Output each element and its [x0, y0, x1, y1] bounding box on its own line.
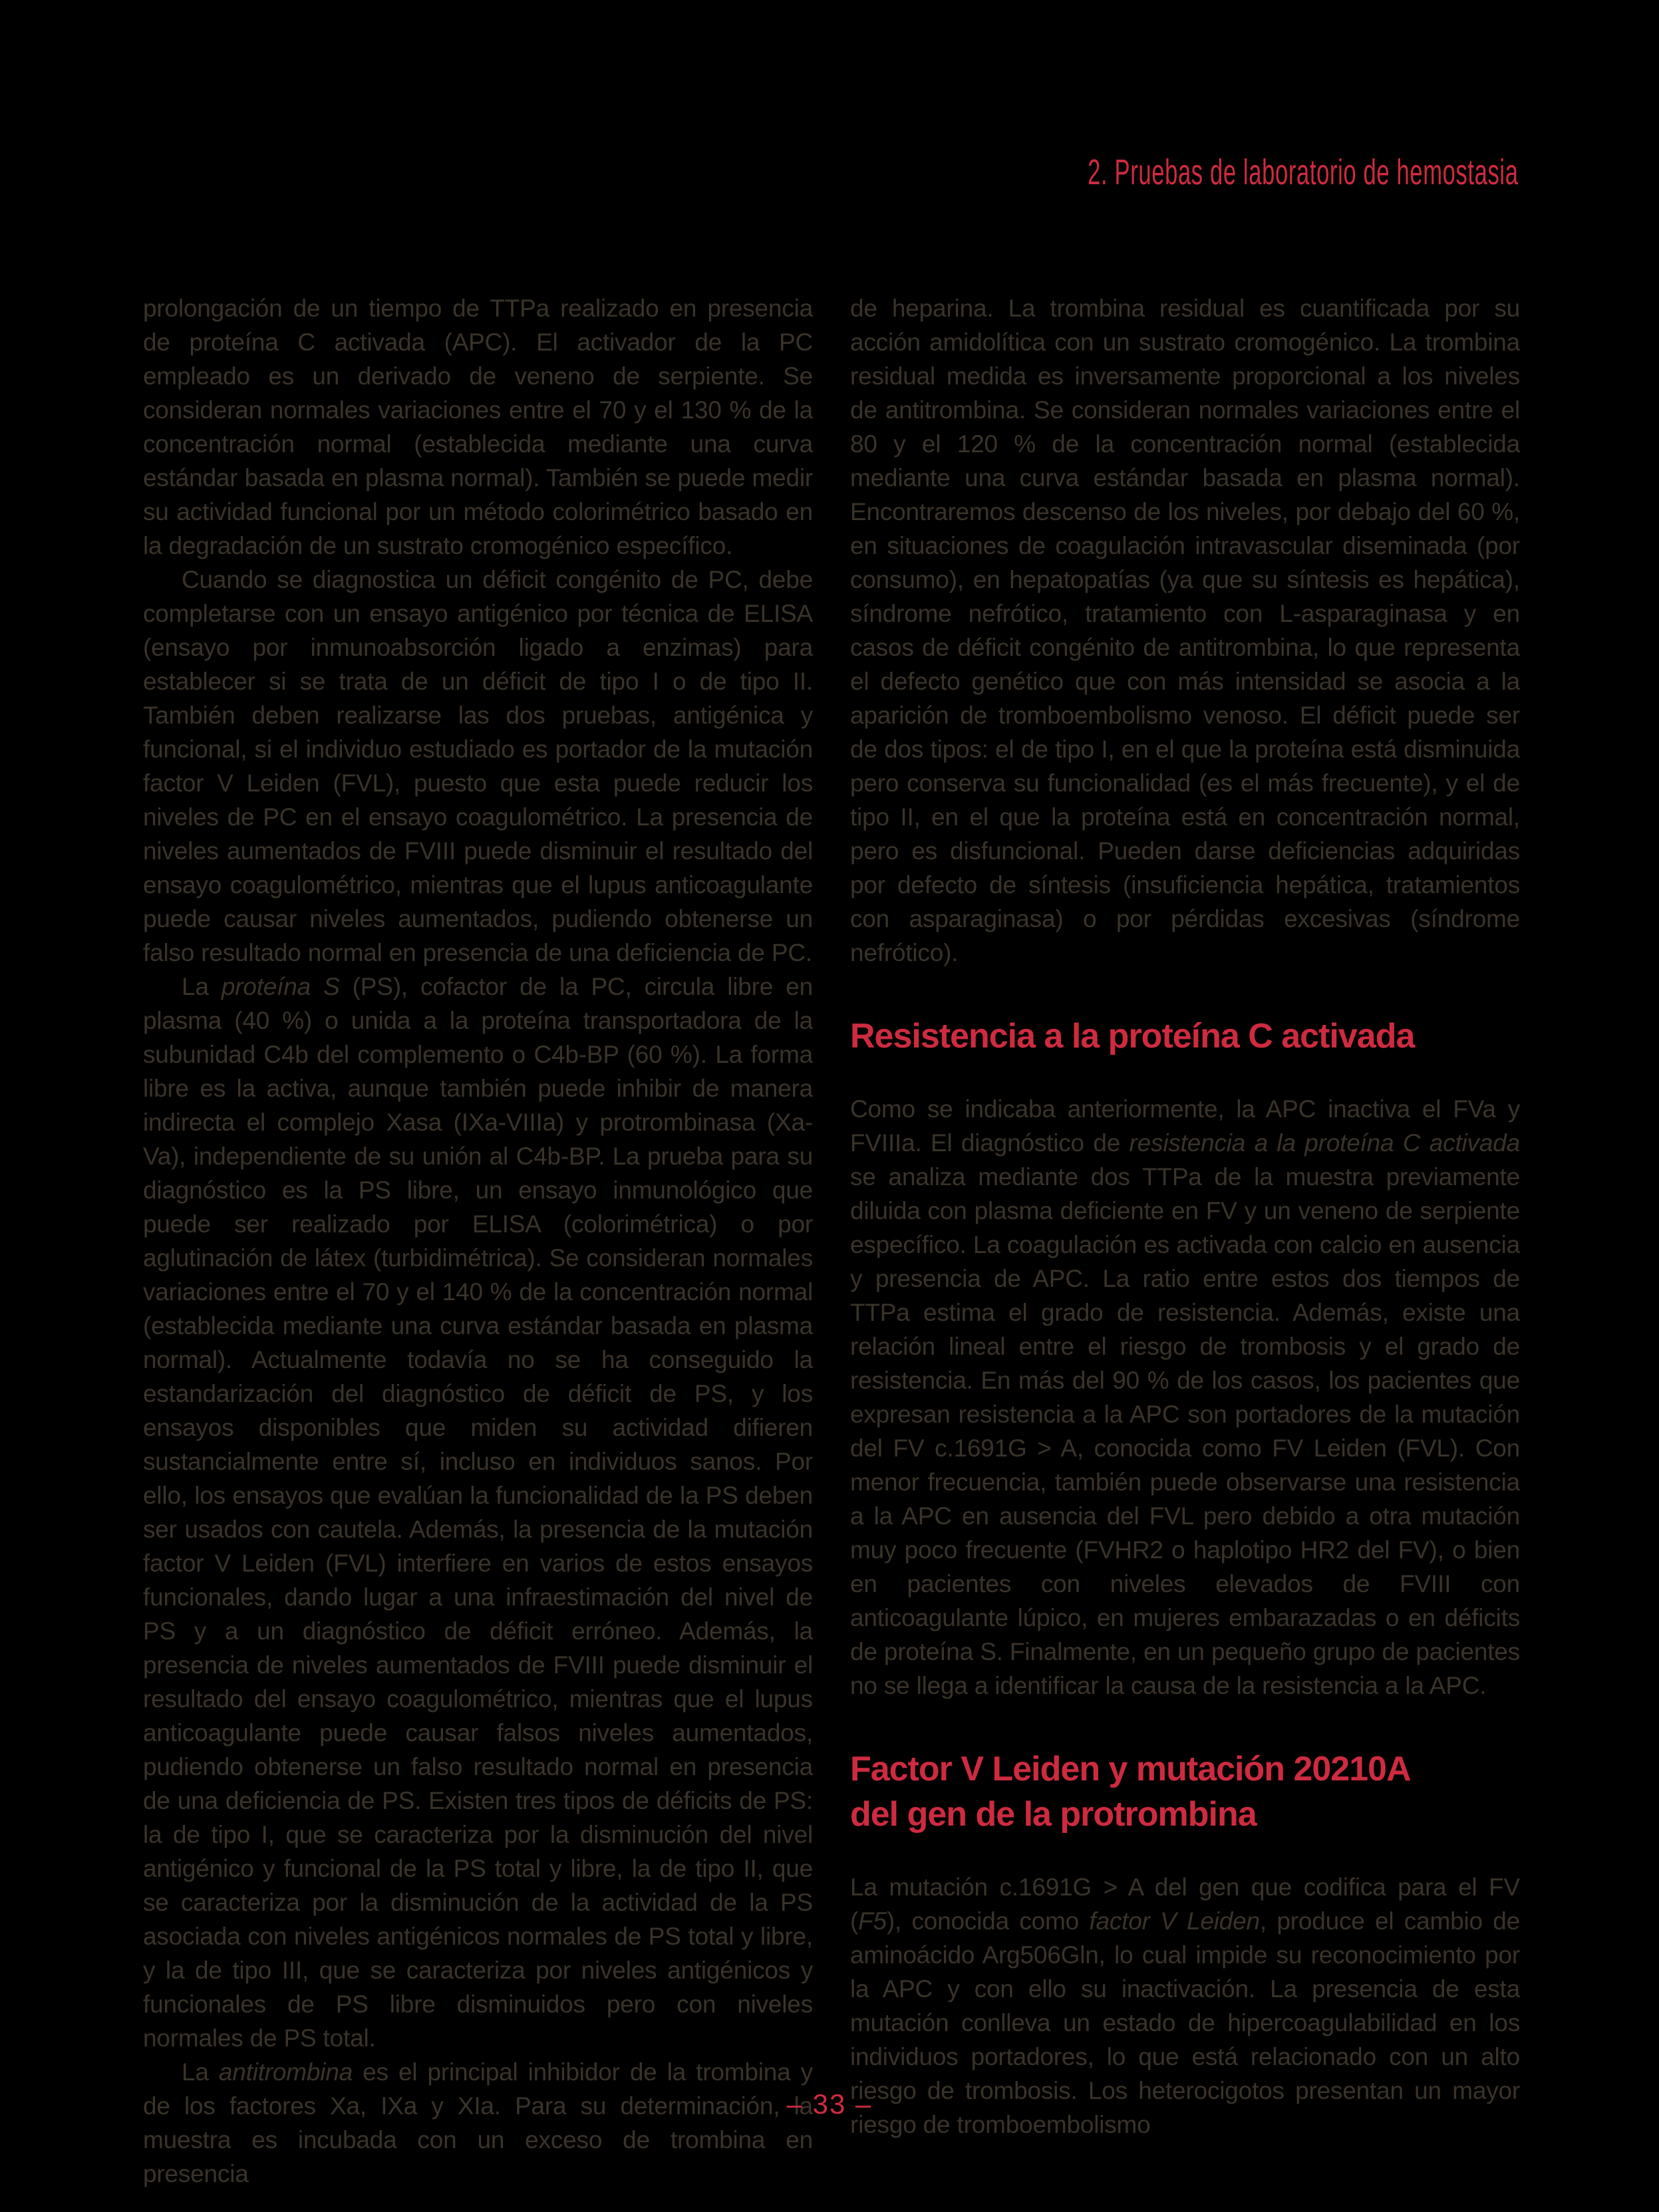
- paragraph-apc-resistance: Como se indicaba anteriormente, la APC inactiva el FVa y FVIIIa. El diagnóstico de resistencia a la proteína C activada se analiza mediante dos TTPa de la muestra previamente diluida con plasma deficiente en FV y un veneno de serpiente específico. La coagulación es activada con calcio en ausencia y presencia de APC. La ratio entre estos dos tiempos de TTPa estima el grado de resistencia. Además, existe una relación lineal entre el riesgo de trombosis y el grado de resistencia. En más del 90 % de los casos, los pacientes que expresan resistencia a la APC son portadores de la mutación del FV c.1691G > A, conocida como FV Leiden (FVL). Con menor frecuencia, también puede observarse una resistencia a la APC en ausencia del FVL pero debido a otra mutación muy poco frecuente (FVHR2 o haplotipo HR2 del FV), o bien en pacientes con niveles elevados de FVIII con anticoagulante lúpico, en mujeres embarazadas o en déficits de proteína S. Finalmente, en un pequeño grupo de pacientes no se llega a identificar la causa de la resistencia a la APC.: [850, 1095, 1520, 1699]
- section-heading-factor-v-leiden: [850, 1746, 1520, 1837]
- chapter-running-header: 2. Pruebas de laboratorio de hemostasia: [1088, 152, 1519, 192]
- paragraph-pc-deficit: Cuando se diagnostica un déficit congénito de PC, debe completarse con un ensayo antigénico por técnica de ELISA (ensayo por inmunoabsorción ligado a enzimas) para establecer si se trata de un déficit de tipo I o de tipo II. También deben realizarse las dos pruebas, antigénica y funcional, si el individuo estudiado es portador de la mutación factor V Leiden (FVL), puesto que esta puede reducir los niveles de PC en el ensayo coagulométrico. La presencia de niveles aumentados de FVIII puede disminuir el resultado del ensayo coagulométrico, mientras que el lupus anticoagulante puede causar niveles aumentados, pudiendo obtenerse un falso resultado normal en presencia de una deficiencia de PC.: [143, 566, 813, 966]
- paragraph-protein-s: La proteína S (PS), cofactor de la PC, circula libre en plasma (40 %) o unida a la proteína transportadora de la subunidad C4b del complemento o C4b-BP (60 %). La forma libre es la activa, aunque también puede inhibir de manera indirecta el complejo Xasa (IXa-VIIIa) y protrombinasa (Xa-Va), independiente de su unión al C4b-BP. La prueba para su diagnóstico es la PS libre, un ensayo inmunológico que puede ser realizado por ELISA (colorimétrica) o por aglutinación de látex (turbidimétrica). Se consideran normales variaciones entre el 70 y el 140 % de la concentración normal (establecida mediante una curva estándar basada en plasma normal). Actualmente todavía no se ha conseguido la estandarización del diagnóstico de déficit de PS, y los ensayos disponibles que miden su actividad difieren sustancialmente entre sí, incluso en individuos sanos. Por ello, los ensayos que evalúan la funcionalidad de la PS deben ser usados con cautela. Además, la presencia de la mutación factor V Leiden (FVL) interfiere en varios de estos ensayos funcionales, dando lugar a una infraestimación del nivel de PS y a un diagnóstico de déficit erróneo. Además, la presencia de niveles aumentados de FVIII puede disminuir el resultado del ensayo coagulométrico, mientras que el lupus anticoagulante puede causar falsos niveles aumentados, pudiendo obtenerse un falso resultado normal en presencia de una deficiencia de PS. Existen tres tipos de déficits de PS: la de tipo I, que se caracteriza por la disminución del nivel antigénico y funcional de la PS total y libre, la de tipo II, que se caracteriza por la disminución de la actividad de la PS asociada con niveles antigénicos normales de PS total y libre, y la de tipo III, que se caracteriza por niveles antigénicos y funcionales de PS libre disminuidos pero con niveles normales de PS total.: [143, 973, 813, 2052]
- heading-line-1: Factor V Leiden y mutación 20210A: [850, 1750, 1411, 1788]
- left-column: [143, 291, 813, 2191]
- section-heading-resistencia-apc: Resistencia a la proteína C activada: [850, 1017, 1415, 1055]
- paragraph-antithrombin-continued: de heparina. La trombina residual es cuantificada por su acción amidolítica con un sustrato cromogénico. La trombina residual medida es inversamente proporcional a los niveles de antitrombina. Se consideran normales variaciones entre el 80 y el 120 % de la concentración normal (establecida mediante una curva estándar basada en plasma normal). Encontraremos descenso de los niveles, por debajo del 60 %, en situaciones de coagulación intravascular diseminada (por consumo), en hepatopatías (ya que su síntesis es hepática), síndrome nefrótico, tratamiento con L-asparaginasa y en casos de déficit congénito de antitrombina, lo que representa el defecto genético que con más intensidad se asocia a la aparición de tromboembolismo venoso. El déficit puede ser de dos tipos: el de tipo I, en el que la proteína está disminuida pero conserva su funcionalidad (es el más frecuente), y el de tipo II, en el que la proteína está en concentración normal, pero es disfuncional. Pueden darse deficiencias adquiridas por defecto de síntesis (insuficiencia hepática, tratamientos con asparaginasa) o por pérdidas excesivas (síndrome nefrótico).: [850, 295, 1520, 966]
- paragraph-fvl-mutation: La mutación c.1691G > A del gen que codifica para el FV (F5), conocida como factor V Leiden, produce el cambio de aminoácido Arg506Gln, lo cual impide su reconocimiento por la APC y con ello su inactivación. La presencia de esta mutación conlleva un estado de hipercoagulabilidad en los individuos portadores, lo que está relacionado con un alto riesgo de trombosis. Los heterocigotos presentan un mayor riesgo de tromboembolismo: [850, 1873, 1520, 2138]
- text-columns: [143, 291, 1520, 2191]
- heading-line-2: del gen de la protrombina: [850, 1795, 1257, 1834]
- page-number: – 33 –: [786, 2088, 873, 2120]
- right-column: [850, 291, 1520, 2191]
- paragraph-antithrombin: La antitrombina es el principal inhibidor de la trombina y de los factores Xa, IXa y XIa. Para su determinación, la muestra es incubada con un exceso de trombina en presencia: [143, 2058, 813, 2187]
- paragraph-protein-c: prolongación de un tiempo de TTPa realizado en presencia de proteína C activada (APC). El activador de la PC empleado es un derivado de veneno de serpiente. Se consideran normales variaciones entre el 70 y el 130 % de la concentración normal (establecida mediante una curva estándar basada en plasma normal). También se puede medir su actividad funcional por un método colorimétrico basado en la degradación de un sustrato cromogénico específico.: [143, 295, 813, 559]
